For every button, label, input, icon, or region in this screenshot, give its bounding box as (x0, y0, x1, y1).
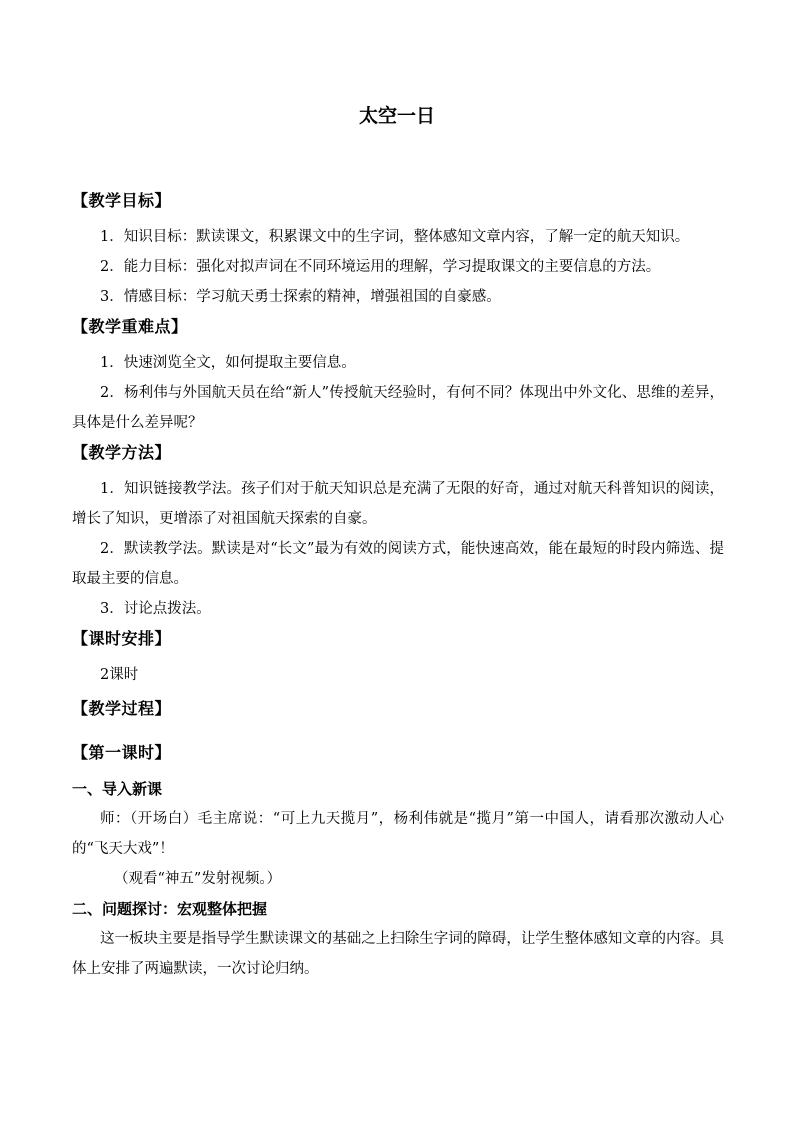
difficulty-item: 1．快速浏览全文，如何提取主要信息。 (100, 355, 356, 371)
section-heading-objectives: 【教学目标】 (72, 191, 172, 210)
section-heading-schedule: 【课时安排】 (72, 629, 172, 648)
subsection-heading-discussion: 二、问题探讨：宏观整体把握 (72, 900, 268, 918)
section-heading-lesson1: 【第一课时】 (72, 743, 172, 762)
method-item: 3．讨论点拨法。 (100, 601, 211, 617)
objective-item: 1．知识目标：默读课文，积累课文中的生字词，整体感知文章内容，了解一定的航天知识。 (100, 229, 690, 245)
document-body (72, 186, 724, 984)
objective-item: 2．能力目标：强化对拟声词在不同环境运用的理解，学习提取课文的主要信息的方法。 (100, 259, 661, 275)
document-title: 太空一日 (358, 105, 435, 127)
section-heading-difficulties: 【教学重难点】 (72, 317, 188, 336)
schedule-text: 2课时 (100, 667, 139, 683)
paragraph: （观看“神五”发射视频。） (114, 871, 282, 887)
section-heading-methods: 【教学方法】 (72, 443, 172, 462)
method-item: 1．知识链接教学法。孩子们对于航天知识总是充满了无限的好奇，通过对航天科普知识的阅读，增长了知识，更增添了对祖国航天探索的自豪。 (72, 481, 724, 527)
method-item: 2．默读教学法。默读是对“长文”最为有效的阅读方式，能快速高效，能在最短的时段内筛选、提取最主要的信息。 (72, 541, 724, 587)
section-heading-process: 【教学过程】 (72, 699, 172, 718)
objective-item: 3．情感目标：学习航天勇士探索的精神，增强祖国的自豪感。 (100, 289, 501, 305)
difficulty-item: 2．杨利伟与外国航天员在给“新人”传授航天经验时，有何不同？体现出中外文化、思维的差异，具体是什么差异呢？ (72, 385, 724, 431)
subsection-heading-intro: 一、导入新课 (72, 780, 163, 798)
paragraph: 这一板块主要是指导学生默读课文的基础之上扫除生字词的障碍，让学生整体感知文章的内容。具体上安排了两遍默读，一次讨论归纳。 (72, 931, 724, 977)
paragraph: 师：（开场白）毛主席说：“可上九天揽月”，杨利伟就是“揽月”第一中国人，请看那次激动人心的“飞天大戏”！ (72, 811, 724, 857)
